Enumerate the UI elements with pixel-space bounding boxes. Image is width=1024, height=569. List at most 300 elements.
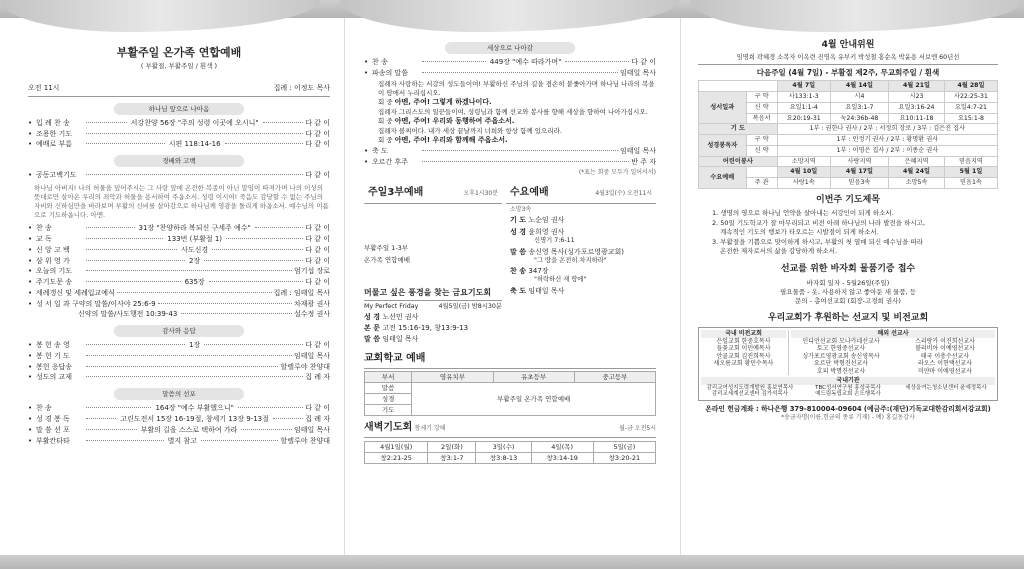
third-service-text (364, 244, 502, 264)
schedule-cell: 4월 24일 (889, 167, 945, 178)
sending-litany (364, 80, 656, 146)
order-label: 찬 송 (36, 224, 52, 233)
litany-line (378, 80, 656, 98)
schedule-cell: 사랑지역 (830, 156, 888, 167)
dawn-days (365, 441, 656, 452)
bullet: • (28, 171, 33, 180)
confession-text: 하나님 아버지! 나의 허물을 덮어주시는 그 사랑 앞에 온전한 복종이 아닌 말임이 따져가며 나의 이성의 뜻대로만 살아온 우리의 죄악과 허물을 용서하여 주옵소서. 성령 이시여! 죽음도 감당할 수 없는 주님의 자비와 신하심만을 바라보며 부활의 신비를 살아감으로 하나님께 영광을 돌리게 하옵소서. 예수님의 이름으로 기도하옵니다. 아멘. (34, 183, 329, 220)
wed-value: 송신영 목사(싱가포르영광교회) (528, 247, 624, 256)
standing-note: (*표는 회중 모두가 일어서서) (578, 168, 656, 176)
order-list (28, 119, 330, 149)
leader-dots (86, 440, 164, 441)
friday-key: 성 경 (364, 313, 383, 321)
order-label: 오늘의 기도 (36, 267, 73, 276)
line: 부활주일 1-3부 (364, 243, 409, 252)
schedule-row (699, 81, 998, 92)
leader-dots (422, 72, 618, 73)
order-person: 임태일 목사 (293, 351, 330, 360)
schedule-cell: 믿음지역 (944, 156, 997, 167)
bank-account: 온라인 헌금계좌 : 하나은행 379-810004-09604 (예금주:(재단)기독교대한감리회서강교회) (705, 405, 991, 414)
school-head-cell: 부서 (365, 371, 412, 382)
order-person: 다 같 이 (305, 256, 330, 265)
order-label: 봉헌 응답송 (36, 362, 73, 371)
bazaar-line: 문의 - 총여선교회 (회장-고경희 권사) (795, 297, 901, 306)
dawn-day: 3일(수) (476, 441, 531, 452)
wed-row (510, 216, 652, 225)
schedule-cell: 1부 : 민정기 권사 / 2부 : 황명환 권사 (777, 135, 997, 146)
mission-item: 싱가포르영광교회 송신영목사 (802, 352, 880, 360)
order-item (28, 235, 330, 244)
order-item (28, 341, 330, 350)
bank-note: *송금자명(이름,헌금의 종류 기재) - 예) 홍길동감사 (781, 413, 915, 421)
order-detail: 2장 (189, 256, 201, 265)
order-person: 다 같 이 (305, 140, 330, 149)
order-list (28, 341, 330, 382)
bullet: • (28, 362, 33, 371)
order-detail: 449장 "예수 따라가며" (489, 58, 562, 67)
right-panel (698, 40, 998, 421)
section-pill: 말씀의 선포 (114, 388, 244, 400)
order-item (28, 426, 330, 435)
schedule-cell: 4월 17일 (830, 167, 888, 178)
leader-dots (158, 303, 292, 304)
order-detail: 시편 118:14-16 (168, 140, 221, 149)
leader-dots (263, 122, 304, 123)
bazaar-title: 선교를 위한 바자회 물품기증 접수 (780, 264, 916, 275)
leader-dots (86, 238, 163, 239)
order-label: 공동고백기도 (36, 171, 77, 180)
org-list (701, 385, 995, 399)
litany-text: 아멘, 주여! 그렇게 하겠나이다. (394, 97, 492, 106)
order-label: 예배로 부름 (36, 140, 73, 149)
order-item (364, 58, 656, 67)
service-leader: 집례 : 이정도 목사 (273, 83, 330, 92)
order-detail: 부활의 길을 스스로 택하여 가라 (140, 425, 238, 434)
schedule-cell: 시23 (889, 92, 945, 103)
schedule-cell: 주 관 (746, 178, 777, 189)
wed-value: 윤희영 권사 (528, 228, 565, 237)
schedule-row (699, 124, 998, 135)
leader-dots (225, 143, 304, 144)
wed-value: 임태일 목사 (528, 286, 565, 295)
bullet: • (28, 404, 33, 413)
domestic-list (701, 338, 786, 368)
bullet: • (28, 351, 33, 360)
order-person: 집례 : 임태일 목사 (273, 288, 330, 297)
litany-line (378, 108, 656, 117)
order-person: 다 같 이 (305, 245, 330, 254)
friday-row (364, 335, 502, 344)
order-person: 다 같 이 (305, 171, 330, 180)
school-merged: 부활주일 온가족 연합예배 (412, 382, 656, 415)
schedule-body (699, 81, 998, 189)
order-item (28, 130, 330, 139)
leader-dots (209, 281, 304, 282)
mission-box (698, 327, 998, 401)
schedule-cell: 믿음1속 (944, 178, 997, 189)
mission-cols (701, 330, 995, 375)
order-person: 다 같 이 (305, 404, 330, 413)
box-title: 수요예배 (510, 187, 549, 199)
litany-text: 그리스도의 일꾼들이여, 성령님과 함께 선교와 봉사를 향해 세상을 향하여 나아가십시오. (398, 107, 648, 116)
order-person: 다 같 이 (305, 235, 330, 243)
ushers-list: 임명희 곽혜경 소복자 이옥련 진영옥 유부키 박성철 홍순옥 박윤용 서보엔 60년선 (698, 54, 998, 65)
service-title: 부활주일 온가족 연합예배 (116, 46, 242, 59)
leader-dots (86, 143, 165, 144)
dawn-day: 5일(금) (593, 441, 655, 452)
schedule-cell: 수요예배 (699, 167, 747, 189)
abroad-grid (791, 338, 995, 376)
wed-row (510, 228, 652, 245)
leader-dots (86, 249, 177, 250)
dawn-text: 창3:14-19 (531, 452, 593, 463)
order-item (28, 404, 330, 413)
abroad-header: 해외 선교사 (791, 330, 995, 338)
wed-row (510, 248, 652, 265)
bullet: • (28, 299, 33, 308)
order-label: 오르간 후주 (372, 158, 409, 167)
friday-title: 머물고 싶은 풍경을 찾는 금요기도회 (364, 288, 502, 301)
order-item (28, 140, 330, 149)
week-title: 다음주일 (4월 7일) - 부활절 제2주, 무교회주일 / 흰색 (756, 68, 940, 78)
schedule-cell: 성서일과 (699, 92, 747, 124)
domestic-col (701, 330, 789, 375)
schedule-cell: 어린이봉사 (699, 156, 778, 167)
school-table (364, 371, 656, 417)
schedule-cell: 소망5속 (889, 178, 945, 189)
line: 온가족 연합예배 (364, 256, 411, 265)
schedule-cell: 요일3:16-24 (889, 102, 945, 113)
abroad-list (791, 338, 891, 376)
abroad-list-2 (895, 338, 995, 376)
order-label: 교 독 (36, 235, 52, 243)
bullet: • (28, 267, 33, 276)
leader-dots (117, 292, 272, 293)
bullet: • (28, 256, 33, 265)
order-label: 신 앙 고 백 (36, 245, 70, 254)
bullet: • (28, 288, 33, 297)
prayer-item: 온전한 제자로서의 삶을 감당하게 하소서. (720, 246, 838, 255)
order-list (28, 224, 330, 308)
order-label: 삼 위 영 가 (36, 256, 70, 265)
leader-dots (86, 174, 303, 175)
friday-value: 고전 15:16-19, 창13:9-13 (382, 323, 469, 332)
wed-key: 기 도 (510, 216, 529, 225)
service-time-row (28, 70, 330, 97)
school-title: 교회학교 예배 (364, 353, 656, 369)
order-item (28, 119, 330, 128)
order-person: 다 같 이 (305, 129, 330, 138)
mission-title: 우리교회가 후원하는 선교지 및 비전교회 (767, 312, 929, 323)
leader-dots (86, 366, 278, 367)
order-item (28, 437, 330, 446)
leader-dots (212, 249, 303, 250)
mission-item: 인디언선교회 모나카네선교사 (802, 337, 880, 345)
dawn-sub: 창세기 강해 (414, 425, 446, 433)
litany-speaker: 회 중 (378, 97, 395, 106)
friday-row (364, 324, 502, 333)
schedule-cell: 요일4:7-21 (944, 102, 997, 113)
order-item (28, 224, 330, 233)
friday-row (364, 313, 502, 322)
order-person: 차재광 권사 (293, 299, 330, 308)
leader-dots (86, 122, 127, 123)
bullet: • (364, 58, 369, 67)
order-item (28, 352, 330, 361)
dawn-text: 창3:1-7 (428, 452, 476, 463)
nt-reading: 신약의 말씀/사도행전 10:39-43 (78, 310, 178, 319)
order-detail: 사도신경 (181, 245, 209, 254)
schedule-cell: 성경봉독자 (699, 135, 747, 157)
dawn-text: 창3:20-21 (593, 452, 655, 463)
school-section (364, 353, 656, 416)
box-title: 주일3부예배 (368, 187, 424, 199)
bazaar-line: 바자회 일자 - 5월26일(주일) (806, 278, 890, 287)
prayer-list (712, 209, 998, 256)
order-label: 축 도 (372, 147, 388, 156)
panel-divider (344, 18, 345, 555)
litany-speaker: 회 중 (378, 116, 395, 125)
wednesday-box (506, 184, 656, 345)
bullet: • (28, 341, 33, 350)
order-item (28, 363, 330, 372)
litany-text: 아멘, 주여! 우리와 동행하여 주옵소서. (394, 116, 515, 125)
mission-item: 볼리비아 이예영선교사 (915, 345, 975, 353)
order-item (28, 257, 330, 266)
litany-speaker: 회 중 (378, 135, 395, 144)
org-item: 감리교여성지도력개발원 홍보연목사 (706, 384, 794, 391)
schedule-cell: 복음서 (746, 113, 777, 124)
leader-dots (86, 429, 137, 430)
order-detail: 고린도전서 15장 16-19절, 창세기 13장 9-13절 (120, 415, 269, 423)
order-person: 다 같 이 (305, 341, 330, 350)
schedule-cell: 요15:1-8 (944, 113, 997, 124)
schedule-cell (746, 167, 777, 178)
order-person: 다 같 이 (305, 278, 330, 286)
bazaar-line: 필요물품 - 옷, 사용하지 않고 좋아둔 새 물품, 등 (779, 288, 917, 297)
order-item (28, 267, 330, 276)
schedule-cell: 5월 1일 (944, 167, 997, 178)
order-detail: 별지 참고 (167, 436, 197, 445)
prayer-item: 3. 부활절을 기쁨으로 맞이하게 하시고, 부활의 첫 열매 되신 예수님을 따라 (712, 237, 924, 246)
order-item (28, 373, 330, 382)
order-detail: 133번 (부활절 1) (167, 235, 223, 243)
org-item: 감리교세계선교센터 김가석목사 (711, 391, 789, 398)
friday-key: 본 문 (364, 323, 383, 332)
panel-divider (680, 18, 681, 555)
litany-text: 아멘, 주여! 우리와 함께해 주옵소서. (394, 135, 508, 144)
order-label: 세례갱신 및 세례입교예식 (36, 288, 115, 297)
order-label: 봉 헌 송 영 (36, 341, 70, 350)
mission-item: 새오름교회 황민수목사 (713, 360, 774, 368)
section-pill: 경배와 고백 (114, 155, 244, 167)
mission-item: 라오스 이현택선교사 (917, 360, 973, 368)
bottom-band (0, 555, 1024, 569)
order-person: 반 주 자 (631, 158, 656, 167)
order-detail: 164장 "예수 부활했으니" (155, 404, 234, 413)
school-row-label: 말씀 (365, 382, 412, 393)
middle-panel (364, 42, 656, 464)
prayer-item: 2. 50일 기도학교가 잘 마무리되고 비전 아래 하나님의 나라 발전을 하시고, (712, 218, 926, 227)
schedule-cell: 믿음3속 (830, 178, 888, 189)
order-person: 할렐루야 찬양대 (280, 362, 330, 371)
order-label: 주기도문 송 (36, 278, 73, 286)
prayer-title: 이번주 기도제목 (816, 194, 880, 205)
domestic-header: 국내 비전교회 (701, 330, 786, 338)
litany-line (378, 98, 656, 108)
leader-dots (238, 407, 303, 408)
schedule-cell: 사랑1속 (777, 178, 830, 189)
litany-line (378, 127, 656, 136)
order-person: 다 같 이 (631, 58, 656, 67)
section-pill: 하나님 앞으로 나아옴 (114, 103, 244, 115)
school-row-label: 기도 (365, 405, 412, 416)
order-detail: 서강찬양 56장 "주의 성령 이곳에 오시니" (130, 118, 259, 127)
leader-dots (255, 227, 304, 228)
bullet: • (28, 425, 33, 434)
leader-dots (422, 161, 629, 162)
order-label: 성 경 봉 독 (36, 415, 70, 423)
wed-key: 찬 송 (510, 267, 529, 276)
mission-item: 미얀마 이애영선교사 (917, 367, 973, 375)
dawn-day: 2일(화) (428, 441, 476, 452)
header-wave (340, 0, 680, 32)
bullet: • (28, 140, 33, 149)
org-header: 국내기관 (701, 377, 995, 385)
order-person: 다 같 이 (305, 118, 330, 127)
schedule-cell: 요20:19-31 (777, 113, 830, 124)
order-label: 파송의 말씀 (372, 68, 409, 77)
order-person: 임태일 목사 (619, 147, 656, 156)
friday-value: 노선민 권사 (382, 313, 419, 321)
schedule-table (698, 80, 998, 189)
order-item (28, 310, 330, 319)
order-detail: 635장 (184, 278, 205, 286)
section-pill: 세상으로 나아감 (445, 42, 575, 54)
mission-item: 은일교회 한중호목사 (716, 337, 771, 345)
litany-line (378, 136, 656, 146)
litany-speaker: 집례자 (378, 79, 399, 88)
school-body (365, 382, 656, 415)
dawn-table (364, 441, 656, 464)
third-service-box (364, 184, 502, 345)
order-item (364, 147, 656, 156)
leader-dots (204, 260, 303, 261)
schedule-cell: 요일1:1-4 (777, 102, 830, 113)
service-boxes (364, 184, 656, 345)
order-label: 말 씀 선 포 (36, 425, 70, 434)
leader-dots (422, 150, 618, 151)
schedule-cell: 소망지역 (777, 156, 830, 167)
schedule-row (699, 167, 998, 178)
litany-speaker: 집례자 (378, 126, 399, 135)
schedule-cell: 4월 14일 (830, 81, 888, 92)
org-item: 예드림독립교회 손도행목사 (815, 391, 881, 398)
bazaar-info (698, 279, 998, 307)
order-list (364, 58, 656, 78)
mission-item: 스리랑카 이진희선교사 (915, 337, 975, 345)
order-person: 엄기섭 장로 (293, 267, 330, 276)
schedule-cell (699, 81, 778, 92)
school-head-cell: 유초등부 (493, 371, 574, 382)
box-header (364, 184, 502, 204)
order-person: 다 같 이 (305, 224, 330, 233)
service-time: 오전 11시 (28, 83, 60, 92)
order-list (364, 147, 656, 167)
bullet: • (28, 224, 33, 233)
schedule-cell: 4월 21일 (889, 81, 945, 92)
leader-dots (86, 270, 292, 271)
leader-dots (565, 61, 629, 62)
order-person: 임태일 목사 (293, 425, 330, 434)
bullet: • (28, 129, 33, 138)
litany-line (378, 117, 656, 127)
order-label: 찬 송 (372, 58, 388, 67)
bullet: • (364, 158, 369, 167)
wed-key: 축 도 (510, 286, 529, 295)
litany-speaker: 집례자 (378, 107, 399, 116)
order-item (28, 289, 330, 298)
leader-dots (86, 407, 151, 408)
bullet: • (28, 373, 33, 382)
order-item (28, 278, 330, 287)
dawn-day: 4일(목) (531, 441, 593, 452)
mission-item: 요르단 박형진선교사 (813, 360, 869, 368)
schedule-cell: 눅24:36b-48 (830, 113, 888, 124)
mission-item: 안골교회 김진희목사 (716, 352, 771, 360)
school-head-cell: 중고등부 (574, 371, 655, 382)
bullet: • (364, 147, 369, 156)
schedule-cell: 요일3:1-7 (830, 102, 888, 113)
order-detail: 1장 (189, 341, 201, 350)
order-item (28, 415, 330, 424)
order-item (28, 300, 330, 309)
bullet: • (28, 436, 33, 445)
schedule-cell: 4월 10일 (777, 167, 830, 178)
wed-row (510, 267, 652, 284)
schedule-cell: 1부 : 이영은 집사 / 2부 : 이종순 권사 (777, 145, 997, 156)
order-label: 봉 헌 기 도 (36, 351, 70, 360)
litany-text: 사랑하는 서강의 성도들이여! 부활하신 주님의 길을 겸손히 붙좇아가며 하나님 나라의 복을 이 땅에서 누리십시오. (378, 79, 655, 97)
order-label: 성 서 일 과 구약의 말씀/이사야 25:6-9 (36, 299, 156, 308)
wednesday-rows (506, 216, 656, 295)
mission-item: 토고 한영중선교사 (816, 345, 866, 353)
order-person: 집 례 자 (305, 373, 330, 382)
leader-dots (204, 344, 303, 345)
dawn-section (364, 422, 656, 464)
order-item (28, 246, 330, 255)
wed-value: 347장 (528, 267, 549, 276)
wed-value: 노순임 권사 (528, 216, 565, 225)
org-item: TBC성서연구원 홍성국목사 (815, 384, 881, 391)
prayer-item: 계속적인 기도의 행보가 타오르는 시발점이 되게 하소서. (720, 228, 879, 237)
order-person: 임태일 목사 (619, 68, 656, 77)
bullet: • (28, 415, 33, 423)
order-person: 할렐루야 찬양대 (280, 436, 330, 445)
wed-detail: "허락하신 새 땅에" (534, 276, 587, 284)
mission-item: 태국 이충수선교사 (920, 352, 970, 360)
bullet: • (28, 235, 33, 243)
schedule-row (699, 156, 998, 167)
order-label: 성도의 교제 (36, 373, 73, 382)
schedule-cell: 신 약 (746, 145, 777, 156)
service-subtitle: ( 부활절, 부활주일 / 흰색 ) (140, 61, 218, 70)
friday-box (364, 288, 502, 343)
dawn-title: 새벽기도회 (364, 422, 413, 434)
friday-time: 4월5일(금) 밤8시30분 (438, 303, 502, 311)
schedule-cell: 구 약 (746, 135, 777, 146)
abroad-col (789, 330, 995, 375)
